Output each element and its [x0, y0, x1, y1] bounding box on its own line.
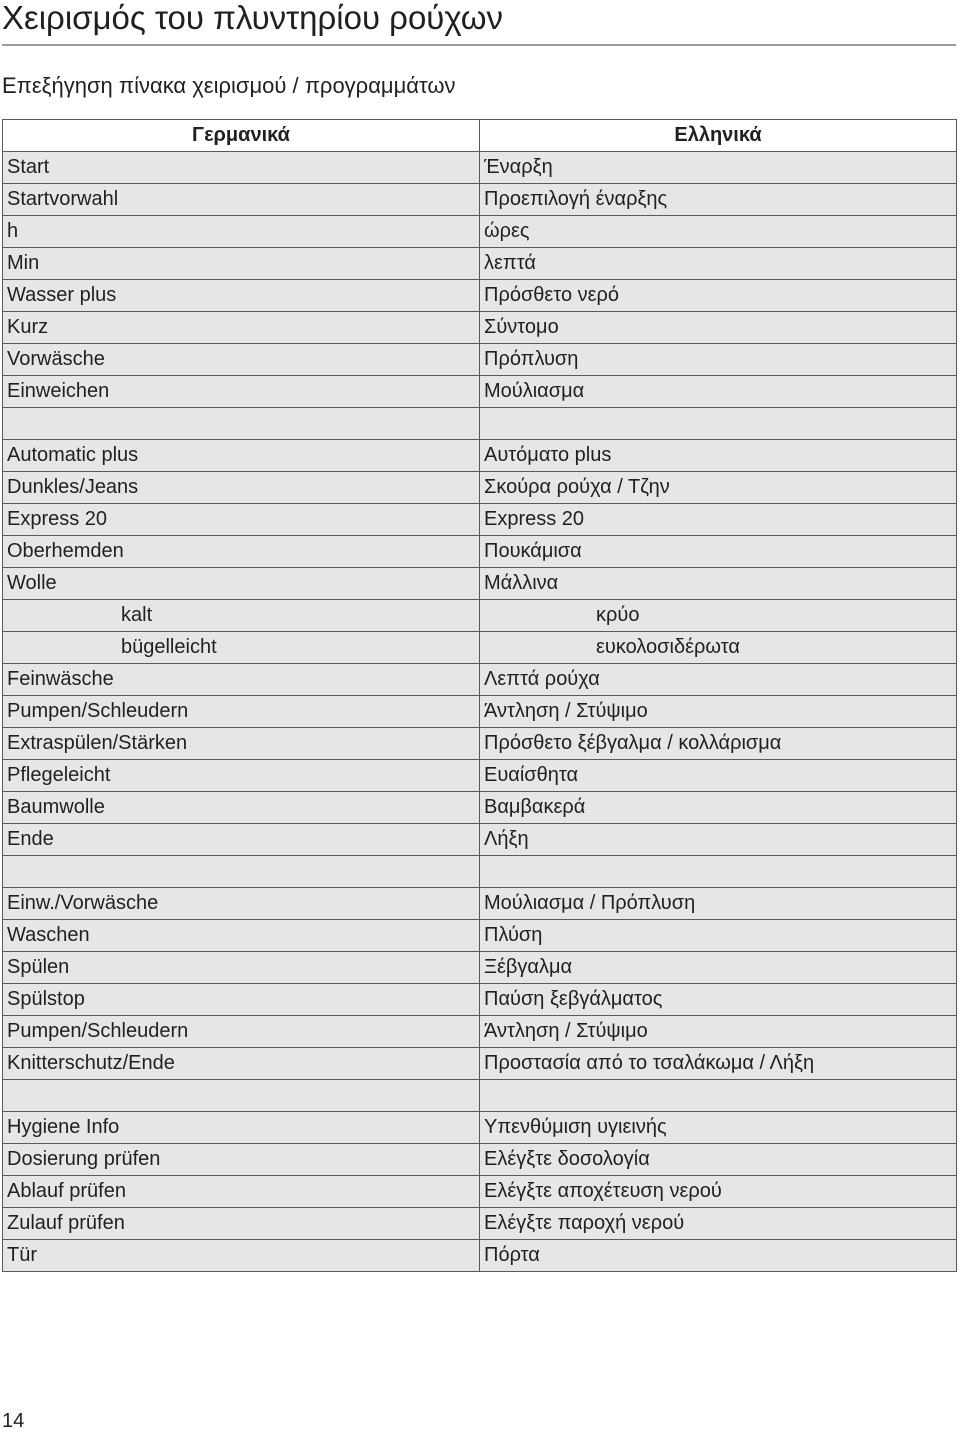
- greek-term: Έναρξη: [480, 152, 957, 184]
- greek-term: [480, 856, 957, 888]
- page-number: 14: [2, 1410, 25, 1432]
- greek-term: Παύση ξεβγάλματος: [480, 984, 957, 1016]
- table-row: [3, 952, 957, 984]
- table-row: [3, 632, 957, 664]
- greek-term: Ευαίσθητα: [480, 760, 957, 792]
- german-term: Pumpen/Schleudern: [3, 696, 480, 728]
- german-term: Vorwäsche: [3, 344, 480, 376]
- german-term: Oberhemden: [3, 536, 480, 568]
- greek-term: Άντληση / Στύψιμο: [480, 696, 957, 728]
- table-row: [3, 184, 957, 216]
- greek-term: Μούλιασμα / Πρόπλυση: [480, 888, 957, 920]
- control-panel-table: [2, 119, 957, 1272]
- greek-term: Πουκάμισα: [480, 536, 957, 568]
- greek-subterm: ευκολοσιδέρωτα: [480, 632, 957, 664]
- table-row: [3, 1144, 957, 1176]
- table-row: [3, 600, 957, 632]
- german-term: Spülstop: [3, 984, 480, 1016]
- german-term: Automatic plus: [3, 440, 480, 472]
- table-row: [3, 472, 957, 504]
- greek-term: Βαμβακερά: [480, 792, 957, 824]
- greek-term: Άντληση / Στύψιμο: [480, 1016, 957, 1048]
- table-row: [3, 824, 957, 856]
- german-term: Start: [3, 152, 480, 184]
- table-row: [3, 344, 957, 376]
- table-row: [3, 536, 957, 568]
- german-term: Express 20: [3, 504, 480, 536]
- german-term: [3, 856, 480, 888]
- german-term: Dunkles/Jeans: [3, 472, 480, 504]
- greek-term: Ελέγξτε αποχέτευση νερού: [480, 1176, 957, 1208]
- greek-term: Υπενθύμιση υγιεινής: [480, 1112, 957, 1144]
- german-term: Tür: [3, 1240, 480, 1272]
- section-subtitle: Επεξήγηση πίνακα χειρισμού / προγραμμάτων: [2, 73, 456, 98]
- german-term: Baumwolle: [3, 792, 480, 824]
- greek-term: Express 20: [480, 504, 957, 536]
- greek-term: Μάλλινα: [480, 568, 957, 600]
- greek-term: Ελέγξτε δοσολογία: [480, 1144, 957, 1176]
- greek-term: ώρες: [480, 216, 957, 248]
- greek-term: Πρόσθετο νερό: [480, 280, 957, 312]
- table-row: [3, 664, 957, 696]
- table-row: [3, 280, 957, 312]
- table-row: [3, 312, 957, 344]
- table-row: [3, 728, 957, 760]
- greek-term: [480, 408, 957, 440]
- table-row: [3, 888, 957, 920]
- german-term: Startvorwahl: [3, 184, 480, 216]
- table-row: [3, 376, 957, 408]
- greek-term: Πλύση: [480, 920, 957, 952]
- table-row: [3, 504, 957, 536]
- german-term: Einweichen: [3, 376, 480, 408]
- german-term: Feinwäsche: [3, 664, 480, 696]
- german-term: Dosierung prüfen: [3, 1144, 480, 1176]
- table-row: [3, 1176, 957, 1208]
- german-term: Zulauf prüfen: [3, 1208, 480, 1240]
- greek-term: Λεπτά ρούχα: [480, 664, 957, 696]
- spacer-row: [3, 1080, 957, 1112]
- german-term: Kurz: [3, 312, 480, 344]
- greek-term: λεπτά: [480, 248, 957, 280]
- greek-term: Πρόπλυση: [480, 344, 957, 376]
- title-divider: [2, 44, 956, 46]
- table-header-row: [3, 120, 957, 152]
- german-term: Einw./Vorwäsche: [3, 888, 480, 920]
- greek-term: Πρόσθετο ξέβγαλμα / κολλάρισμα: [480, 728, 957, 760]
- german-subterm: kalt: [3, 600, 480, 632]
- table-row: [3, 152, 957, 184]
- greek-subterm: κρύο: [480, 600, 957, 632]
- spacer-row: [3, 408, 957, 440]
- table-row: [3, 216, 957, 248]
- german-term: h: [3, 216, 480, 248]
- greek-term: Λήξη: [480, 824, 957, 856]
- table-row: [3, 1048, 957, 1080]
- greek-term: [480, 1080, 957, 1112]
- greek-term: Σκούρα ρούχα / Τζην: [480, 472, 957, 504]
- german-subterm: bügelleicht: [3, 632, 480, 664]
- greek-term: Πόρτα: [480, 1240, 957, 1272]
- greek-term: Προστασία από το τσαλάκωμα / Λήξη: [480, 1048, 957, 1080]
- german-term: Waschen: [3, 920, 480, 952]
- german-term: Ablauf prüfen: [3, 1176, 480, 1208]
- greek-term: Ξέβγαλμα: [480, 952, 957, 984]
- german-term: Spülen: [3, 952, 480, 984]
- german-term: Knitterschutz/Ende: [3, 1048, 480, 1080]
- table-row: [3, 792, 957, 824]
- german-term: Wasser plus: [3, 280, 480, 312]
- german-term: Hygiene Info: [3, 1112, 480, 1144]
- table-row: [3, 568, 957, 600]
- german-term: Ende: [3, 824, 480, 856]
- page-title: Χειρισμός του πλυντηρίου ρούχων: [2, 0, 504, 36]
- german-term: Min: [3, 248, 480, 280]
- table-row: [3, 696, 957, 728]
- greek-term: Προεπιλογή έναρξης: [480, 184, 957, 216]
- table-row: [3, 1240, 957, 1272]
- table-row: [3, 1112, 957, 1144]
- column-header-greek: Ελληνικά: [480, 120, 957, 152]
- table-row: [3, 440, 957, 472]
- greek-term: Αυτόματο plus: [480, 440, 957, 472]
- greek-term: Μούλιασμα: [480, 376, 957, 408]
- german-term: [3, 408, 480, 440]
- spacer-row: [3, 856, 957, 888]
- table-row: [3, 1016, 957, 1048]
- german-term: Pflegeleicht: [3, 760, 480, 792]
- table-row: [3, 984, 957, 1016]
- table-row: [3, 760, 957, 792]
- german-term: Extraspülen/Stärken: [3, 728, 480, 760]
- greek-term: Σύντομο: [480, 312, 957, 344]
- german-term: [3, 1080, 480, 1112]
- german-term: Wolle: [3, 568, 480, 600]
- table-row: [3, 1208, 957, 1240]
- column-header-german: Γερμανικά: [3, 120, 480, 152]
- german-term: Pumpen/Schleudern: [3, 1016, 480, 1048]
- table-row: [3, 920, 957, 952]
- table-row: [3, 248, 957, 280]
- greek-term: Ελέγξτε παροχή νερού: [480, 1208, 957, 1240]
